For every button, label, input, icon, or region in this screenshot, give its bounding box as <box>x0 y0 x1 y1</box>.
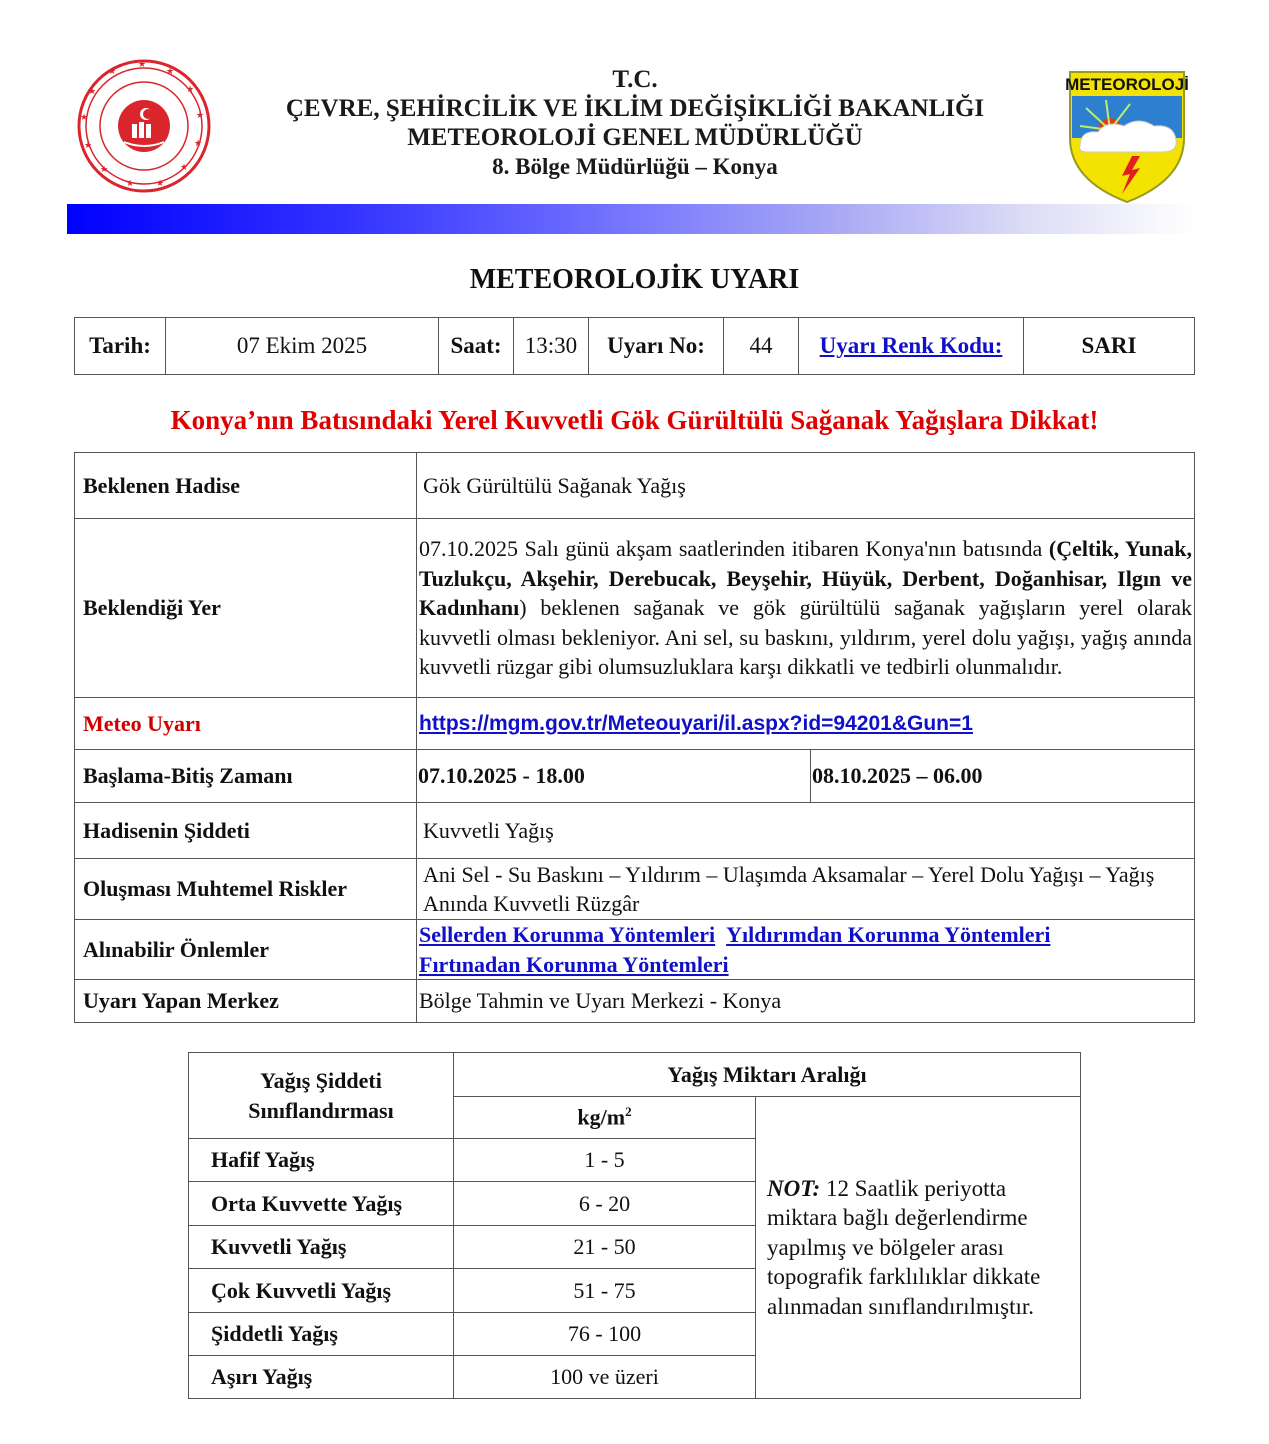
class-name: Kuvvetli Yağış <box>189 1226 454 1269</box>
detail-row-center <box>75 980 1195 1023</box>
header-regional-office: 8. Bölge Müdürlüğü – Konya <box>492 154 778 179</box>
center-value: Bölge Tahmin ve Uyarı Merkezi - Konya <box>417 980 1195 1023</box>
class-range: 21 - 50 <box>454 1226 756 1269</box>
color-code-link[interactable]: Uyarı Renk Kodu: <box>819 333 1003 358</box>
date-label: Tarih: <box>75 318 166 375</box>
warning-number-value: 44 <box>724 318 799 375</box>
lightning-protection-link[interactable]: Yıldırımdan Korunma Yöntemleri <box>726 922 1051 947</box>
class-range: 51 - 75 <box>454 1269 756 1313</box>
meteoroloji-shield-icon <box>1066 68 1188 204</box>
svg-text:★: ★ <box>100 165 109 175</box>
detail-row-meteo <box>75 698 1195 750</box>
class-range: 76 - 100 <box>454 1313 756 1356</box>
period-start: 07.10.2025 - 18.00 <box>417 750 811 802</box>
header-gradient-bar <box>67 204 1195 234</box>
detail-row-event <box>75 453 1195 519</box>
class-name: Şiddetli Yağış <box>189 1313 454 1356</box>
warning-headline: Konya’nın Batısındaki Yerel Kuvvetli Gök Gürültülü Sağanak Yağışlara Dikkat! <box>170 405 1099 435</box>
note-text: 12 Saatlik periyotta miktara bağlı değerlendirme yapılmış ve bölgeler arası topografik farklılıklar dikkate alınmadan sınıflandırılmıştır. <box>767 1175 1041 1319</box>
warning-number-label: Uyarı No: <box>589 318 724 375</box>
class-range: 6 - 20 <box>454 1182 756 1226</box>
event-value: Gök Gürültülü Sağanak Yağış <box>417 453 1195 519</box>
svg-text:★: ★ <box>126 179 135 189</box>
document-title: METEOROLOJİK UYARI <box>469 264 800 295</box>
svg-text:★: ★ <box>108 67 117 77</box>
meteo-label: Meteo Uyarı <box>75 698 417 750</box>
unit-header: $kg/m^2$ <box>454 1097 756 1139</box>
detail-row-measures <box>75 920 1195 980</box>
period-label: Başlama-Bitiş Zamanı <box>75 750 417 803</box>
classification-header-line1: Yağış Şiddeti <box>260 1067 382 1093</box>
location-intro: 07.10.2025 Salı günü akşam saatlerinden itibaren Konya'nın batısında <box>419 536 1043 562</box>
svg-text:★: ★ <box>180 163 189 173</box>
location-rest: ) beklenen sağanak ve gök gürültülü sağanak yağışların yerel olarak kuvvetli olması bekleniyor. Ani sel, su baskını, yıldırım, yerel dolu yağışı, yağış anında kuvvetli rüzgar gibi olumsuzluklara karşı dikkatli ve tedbirli olunmalıdır. <box>419 595 1192 680</box>
class-name: Aşırı Yağış <box>189 1356 454 1399</box>
severity-label: Hadisenin Şiddeti <box>75 803 417 859</box>
header-directorate: METEOROLOJİ GENEL MÜDÜRLÜĞÜ <box>407 124 863 151</box>
ministry-seal-icon <box>76 58 212 194</box>
color-code-value: SARI <box>1024 318 1195 375</box>
note-label: NOT: <box>767 1175 821 1201</box>
class-name: Çok Kuvvetli Yağış <box>189 1269 454 1313</box>
period-end: 08.10.2025 – 06.00 <box>812 763 983 788</box>
event-label: Beklenen Hadise <box>75 453 417 519</box>
class-range: 100 ve üzeri <box>454 1356 756 1399</box>
center-label: Uyarı Yapan Merkez <box>75 980 417 1023</box>
svg-text:★: ★ <box>186 85 195 95</box>
location-places: (Çeltik, Yunak, Tuzlukçu, Akşehir, Derebucak, Beyşehir, Hüyük, Derbent, Doğanhisar, Ilgın ve Kadınhanı <box>419 536 1192 621</box>
class-range: 1 - 5 <box>454 1139 756 1182</box>
warning-info-table <box>74 317 1195 375</box>
classification-note <box>756 1097 1081 1399</box>
classification-header-line2: Sınıflandırması <box>248 1097 394 1123</box>
svg-text:★: ★ <box>156 179 165 189</box>
floods-protection-link[interactable]: Sellerden Korunma Yöntemleri <box>419 922 716 947</box>
detail-row-severity <box>75 803 1195 859</box>
date-value: 07 Ekim 2025 <box>166 318 439 375</box>
risks-label: Oluşması Muhtemel Riskler <box>75 859 417 920</box>
time-label: Saat: <box>439 318 514 375</box>
warning-details-table <box>74 452 1195 1023</box>
risks-value: Ani Sel - Su Baskını – Yıldırım – Ulaşımda Aksamalar – Yerel Dolu Yağışı – Yağış Anında Kuvvetli Rüzgâr <box>417 859 1195 920</box>
class-name: Hafif Yağış <box>189 1139 454 1182</box>
meteo-warning-link[interactable]: https://mgm.gov.tr/Meteouyari/il.aspx?id=94201&Gun=1 <box>419 712 973 736</box>
amount-range-header: Yağış Miktarı Aralığı <box>454 1053 1081 1097</box>
location-value <box>417 519 1195 698</box>
svg-text:★: ★ <box>88 87 97 97</box>
storm-protection-link[interactable]: Fırtınadan Korunma Yöntemleri <box>419 951 729 977</box>
svg-text:★: ★ <box>84 141 93 151</box>
header-ministry: ÇEVRE, ŞEHİRCİLİK VE İKLİM DEĞİŞİKLİĞİ BAKANLIĞI <box>285 95 985 122</box>
svg-text:★: ★ <box>196 111 205 121</box>
time-value: 13:30 <box>514 318 589 375</box>
svg-text:★: ★ <box>166 67 175 77</box>
svg-text:★: ★ <box>80 113 89 123</box>
detail-row-period <box>75 750 1195 803</box>
severity-value: Kuvvetli Yağış <box>417 803 1195 859</box>
svg-text:★: ★ <box>194 139 203 149</box>
detail-row-location <box>75 519 1195 698</box>
meteoroloji-logo-text: METEOROLOJİ <box>1066 75 1188 94</box>
measures-label: Alınabilir Önlemler <box>75 920 417 980</box>
classification-header <box>189 1053 454 1139</box>
svg-text:★: ★ <box>138 60 147 70</box>
header-line-tc: T.C. <box>612 66 658 93</box>
location-label: Beklendiği Yer <box>75 519 417 698</box>
rainfall-classification-table <box>188 1052 1081 1399</box>
detail-row-risks <box>75 859 1195 920</box>
class-name: Orta Kuvvette Yağış <box>189 1182 454 1226</box>
